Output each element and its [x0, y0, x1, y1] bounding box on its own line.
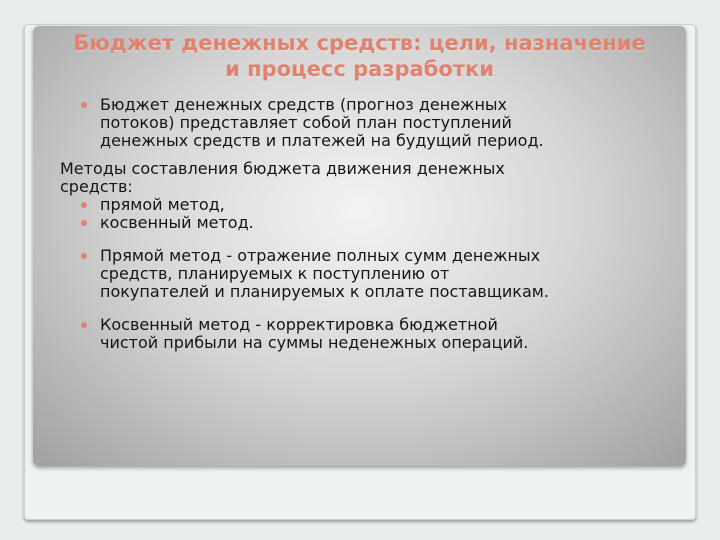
slide-title: Бюджет денежных средств: цели, назначение и процесс разработки	[73, 31, 646, 81]
bullet-budget-definition: Бюджет денежных средств (прогноз денежных потоков) представляет собой план поступлений денежных средств и платежей на будущий период.	[81, 96, 681, 150]
bullet-indirect-method-definition: Косвенный метод - корректировка бюджетной чистой прибыли на суммы неденежных операций.	[81, 316, 681, 352]
methods-intro: Методы составления бюджета движения денежных средств:	[60, 159, 505, 196]
bullet-direct-method-definition: Прямой метод - отражение полных сумм денежных средств, планируемых к поступлению от покупателей и планируемых к оплате поставщикам.	[81, 247, 681, 301]
bullet-direct-method: прямой метод,	[81, 196, 681, 214]
slide-content	[60, 95, 681, 352]
bullet-indirect-method: косвенный метод.	[81, 214, 681, 232]
slide-panel	[33, 26, 686, 466]
